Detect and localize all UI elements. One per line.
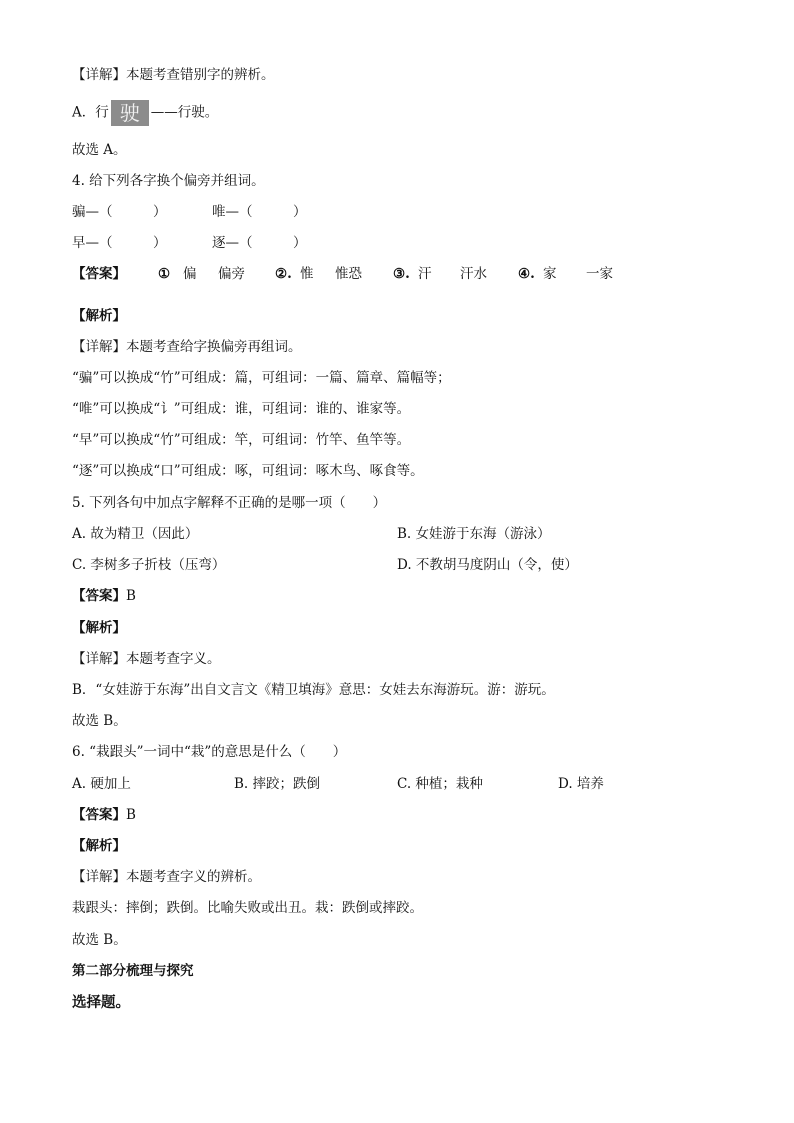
q4-answer-3-word: 汗水 bbox=[460, 266, 487, 282]
section-subtitle: 选择题。 bbox=[72, 994, 130, 1011]
q6-conclusion: 故选 B。 bbox=[72, 932, 127, 948]
q6-option-d: D. 培养 bbox=[558, 776, 604, 792]
q5-analysis-tag: 【解析】 bbox=[72, 620, 126, 636]
q3-conclusion: 故选 A。 bbox=[72, 142, 127, 158]
q3-option-a-line bbox=[72, 100, 218, 126]
q4-explain-3: “早”可以换成“竹”可组成：竿，可组词：竹竿、鱼竿等。 bbox=[72, 432, 411, 448]
q4-answer-2-char: 惟 bbox=[300, 266, 314, 282]
q5-conclusion: 故选 B。 bbox=[72, 713, 127, 729]
q5-answer-line bbox=[72, 587, 136, 605]
q4-answer-2-number: ②. bbox=[275, 266, 292, 282]
q3-detail: 【详解】本题考查错别字的辨析。 bbox=[72, 67, 275, 83]
q4-blank-3: 早—（ ） bbox=[72, 235, 167, 251]
q4-blank-4: 逐—（ ） bbox=[212, 235, 307, 251]
q4-explain-4: “逐”可以换成“口”可组成：啄，可组词：啄木鸟、啄食等。 bbox=[72, 463, 424, 479]
q4-answer-1-char: 偏 bbox=[183, 266, 197, 282]
q6-detail: 【详解】本题考查字义的辨析。 bbox=[72, 869, 261, 885]
q4-detail: 【详解】本题考查给字换偏旁再组词。 bbox=[72, 339, 302, 355]
q4-answer-3-char: 汗 bbox=[418, 266, 432, 282]
q4-answer-4-number: ④. bbox=[518, 266, 535, 282]
q6-option-a: A. 硬加上 bbox=[72, 776, 131, 792]
q5-explain: B．“女娃游于东海”出自文言文《精卫填海》意思：女娃去东海游玩。游：游玩。 bbox=[72, 682, 555, 698]
q4-answer-4-word: 一家 bbox=[586, 266, 613, 282]
q5-detail: 【详解】本题考查字义。 bbox=[72, 651, 221, 667]
q4-answer-3-number: ③. bbox=[393, 266, 410, 282]
q6-analysis-tag: 【解析】 bbox=[72, 838, 126, 854]
q6-answer-value: B bbox=[126, 807, 136, 823]
q3-option-a-suffix: ——行驶。 bbox=[150, 104, 219, 121]
q5-option-d: D. 不教胡马度阴山（令，使） bbox=[397, 557, 578, 573]
q6-explain: 栽跟头：摔倒；跌倒。比喻失败或出丑。栽：跌倒或摔跤。 bbox=[72, 900, 423, 916]
q4-explain-2: “唯”可以换成“讠”可组成：谁，可组词：谁的、谁家等。 bbox=[72, 401, 411, 417]
q5-stem: 5. 下列各句中加点字解释不正确的是哪一项（ ） bbox=[72, 495, 387, 511]
q6-option-c: C. 种植；栽种 bbox=[397, 776, 483, 792]
section-title: 第二部分梳理与探究 bbox=[72, 963, 194, 979]
q6-answer-tag: 【答案】 bbox=[72, 807, 126, 823]
q5-option-b: B. 女娃游于东海（游泳） bbox=[397, 526, 551, 542]
q5-answer-value: B bbox=[126, 588, 136, 604]
q4-answer-1-word: 偏旁 bbox=[218, 266, 245, 282]
q4-answer-1-number: ① bbox=[158, 266, 171, 282]
q5-option-a: A. 故为精卫（因此） bbox=[72, 526, 199, 542]
q6-stem: 6. “栽跟头”一词中“栽”的意思是什么（ ） bbox=[72, 744, 347, 760]
q4-analysis-tag: 【解析】 bbox=[72, 308, 126, 324]
q4-blank-2: 唯—（ ） bbox=[212, 204, 307, 220]
q4-answer-2-word: 惟恐 bbox=[335, 266, 362, 282]
q5-option-c: C. 李树多子折枝（压弯） bbox=[72, 557, 226, 573]
q4-explain-1: “骗”可以换成“竹”可组成：篇，可组词：一篇、篇章、篇幅等； bbox=[72, 370, 451, 386]
q6-answer-line bbox=[72, 806, 136, 824]
q6-option-b: B. 摔跤；跌倒 bbox=[234, 776, 321, 792]
q3-option-a-prefix: A．行 bbox=[72, 104, 109, 121]
q4-blank-1: 骗—（ ） bbox=[72, 204, 167, 220]
q4-answer-tag: 【答案】 bbox=[72, 266, 126, 282]
q4-answer-4-char: 家 bbox=[543, 266, 557, 282]
q4-stem: 4. 给下列各字换个偏旁并组词。 bbox=[72, 173, 265, 189]
q5-answer-tag: 【答案】 bbox=[72, 588, 126, 604]
handwritten-character-image: 驶 bbox=[111, 100, 149, 126]
